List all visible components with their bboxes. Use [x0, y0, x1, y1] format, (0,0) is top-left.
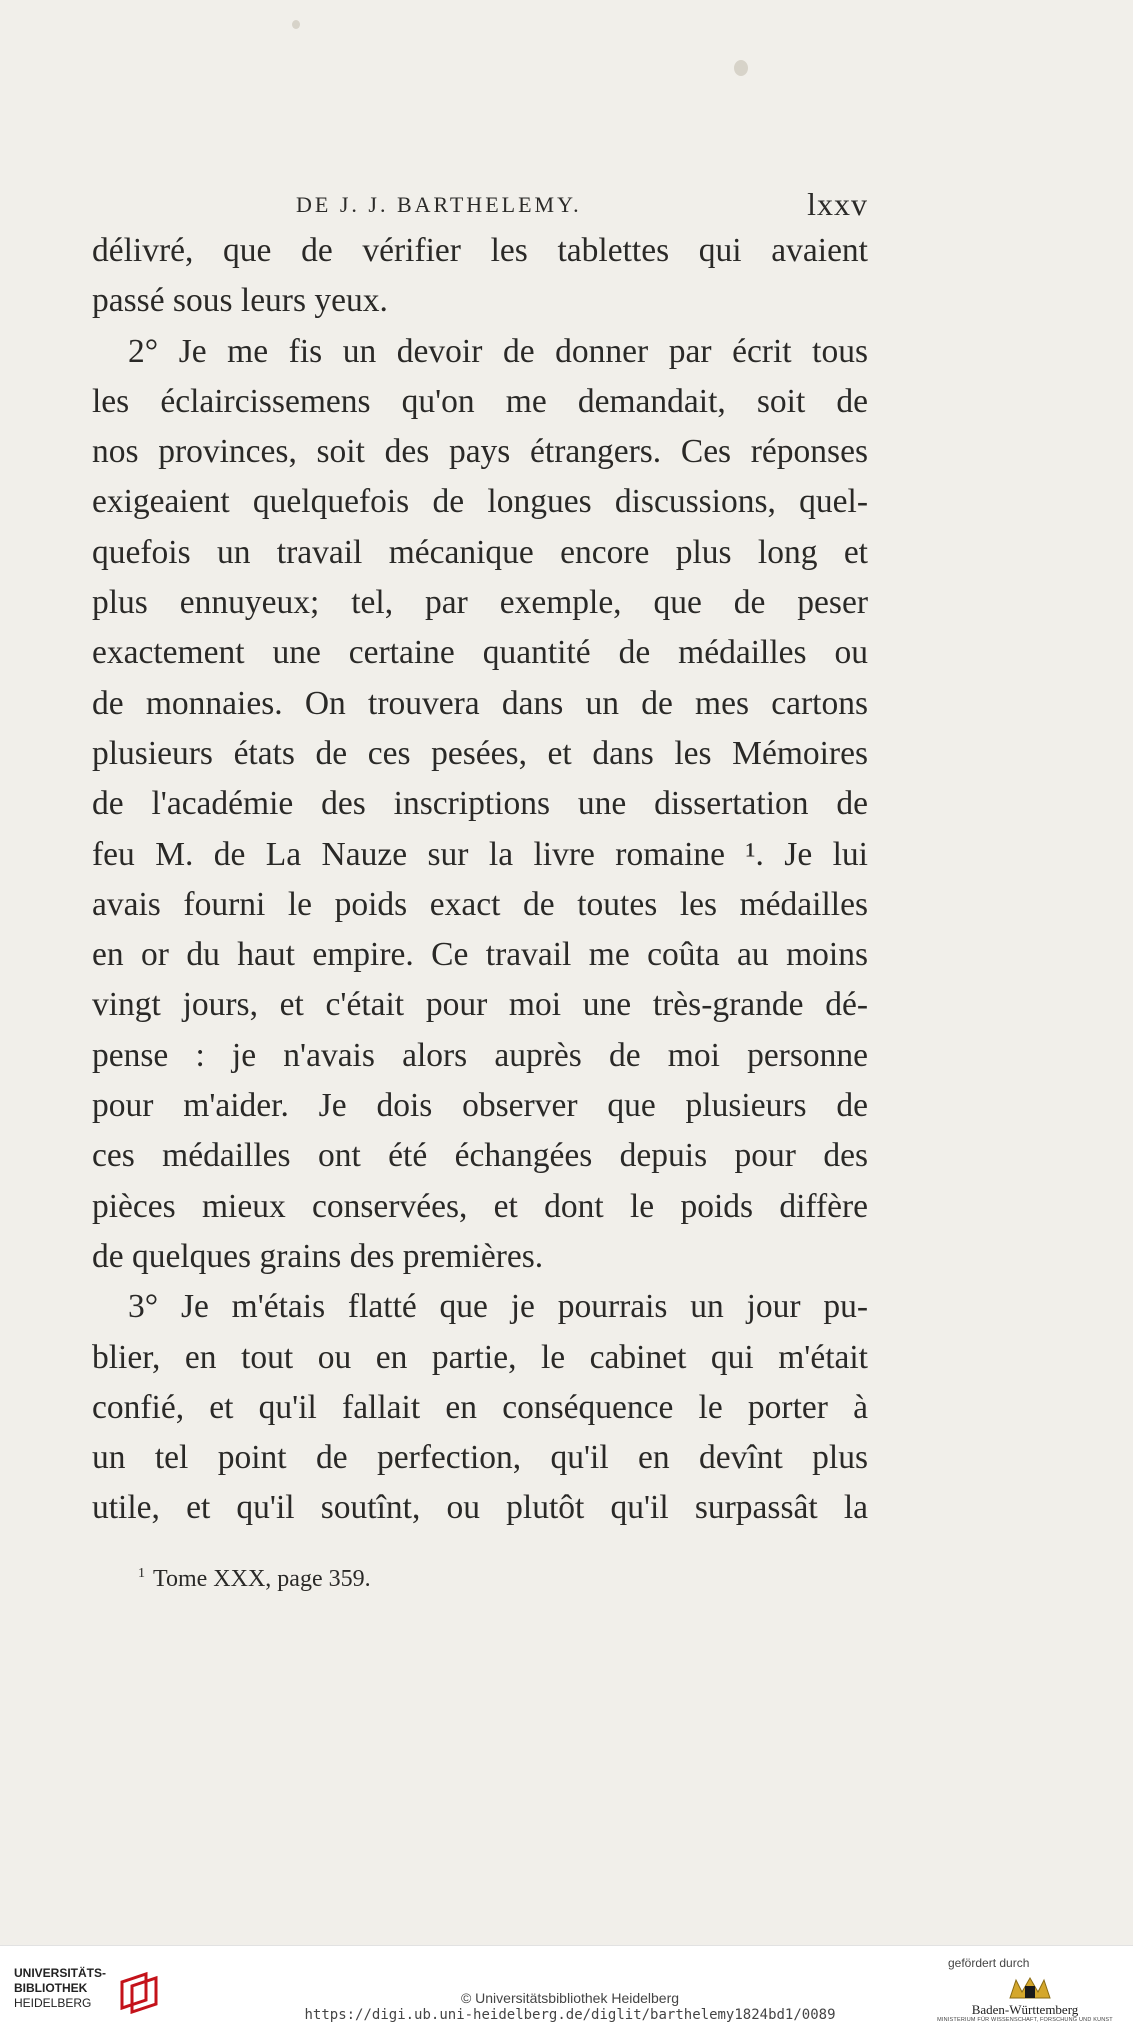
text-line: pense : je n'avais alors auprès de moi personne — [92, 1036, 868, 1074]
logo-line: BIBLIOTHEK — [14, 1981, 88, 1995]
text-line: plus ennuyeux; tel, par exemple, que de peser — [92, 584, 868, 622]
text-line: 3° Je m'étais flatté que je pourrais un jour pu- — [128, 1288, 868, 1326]
text-line: avais fourni le poids exact de toutes les médailles — [92, 885, 868, 923]
university-library-mark-icon — [116, 1968, 162, 2014]
digitization-footer — [0, 1945, 1133, 2028]
text-line: de quelques grains des premières. — [92, 1237, 544, 1275]
funder-logo[interactable] — [930, 1956, 1120, 2026]
text-line: ces médailles ont été échangées depuis pour des — [92, 1137, 868, 1175]
paper-stain — [734, 60, 748, 76]
text-line: confié, et qu'il fallait en conséquence le porter à — [92, 1388, 868, 1426]
text-line: de monnaies. On trouvera dans un de mes cartons — [92, 684, 868, 722]
permalink-url[interactable]: https://digi.ub.uni-heidelberg.de/diglit/barthelemy1824bd1/0089 — [304, 2007, 836, 2023]
university-library-wordmark — [14, 1966, 106, 2011]
footnote — [138, 1566, 371, 1593]
funded-by-label: gefördert durch — [948, 1956, 1030, 1970]
text-line: exactement une certaine quantité de médailles ou — [92, 634, 868, 672]
text-line: exigeaient quelquefois de longues discussions, quel- — [92, 483, 868, 521]
page-number: lxxv — [807, 186, 868, 222]
text-line: vingt jours, et c'était pour moi une très-grande dé- — [92, 986, 868, 1024]
text-line: blier, en tout ou en partie, le cabinet qui m'était — [92, 1338, 868, 1376]
university-library-logo[interactable] — [14, 1966, 164, 2016]
text-line: les éclaircissemens qu'on me demandait, soit de — [92, 382, 868, 420]
text-line: délivré, que de vérifier les tablettes qui avaient — [92, 232, 868, 269]
funder-name: Baden-Württemberg — [971, 2002, 1079, 2017]
text-line: 2° Je me fis un devoir de donner par écrit tous — [128, 332, 868, 370]
footnote-marker: 1 — [138, 1566, 145, 1581]
logo-line: HEIDELBERG — [14, 1996, 92, 2010]
text-line: pour m'aider. Je dois observer que plusieurs de — [92, 1087, 868, 1125]
copyright-text: © Universitätsbibliothek Heidelberg — [460, 1990, 680, 2006]
funder-ministry: MINISTERIUM FÜR WISSENSCHAFT, FORSCHUNG UND KUNST — [937, 2017, 1113, 2023]
running-head — [92, 186, 868, 226]
text-line: un tel point de perfection, qu'il en devînt plus — [92, 1439, 868, 1477]
baden-wuerttemberg-crest-icon — [1008, 1976, 1052, 2002]
text-line: de l'académie des inscriptions une dissertation de — [92, 785, 868, 823]
running-head-title: DE J. J. BARTHELEMY. — [296, 192, 582, 217]
text-line: passé sous leurs yeux. — [92, 282, 388, 320]
text-line: quefois un travail mécanique encore plus long et — [92, 533, 868, 571]
body-text — [92, 226, 868, 1534]
text-line: utile, et qu'il soutînt, ou plutôt qu'il surpassât la — [92, 1489, 868, 1527]
text-line: feu M. de La Nauze sur la livre romaine ¹. Je lui — [92, 835, 868, 873]
copyright-block — [300, 1990, 840, 2024]
text-line: pièces mieux conservées, et dont le poids diffère — [92, 1187, 868, 1225]
paper-stain — [292, 20, 300, 29]
text-line: plusieurs états de ces pesées, et dans les Mémoires — [92, 734, 868, 772]
text-line: nos provinces, soit des pays étrangers. Ces réponses — [92, 433, 868, 471]
footnote-text: Tome XXX, page 359. — [153, 1566, 371, 1592]
logo-line: UNIVERSITÄTS- — [14, 1966, 107, 1980]
text-line: en or du haut empire. Ce travail me coûta au moins — [92, 936, 868, 974]
